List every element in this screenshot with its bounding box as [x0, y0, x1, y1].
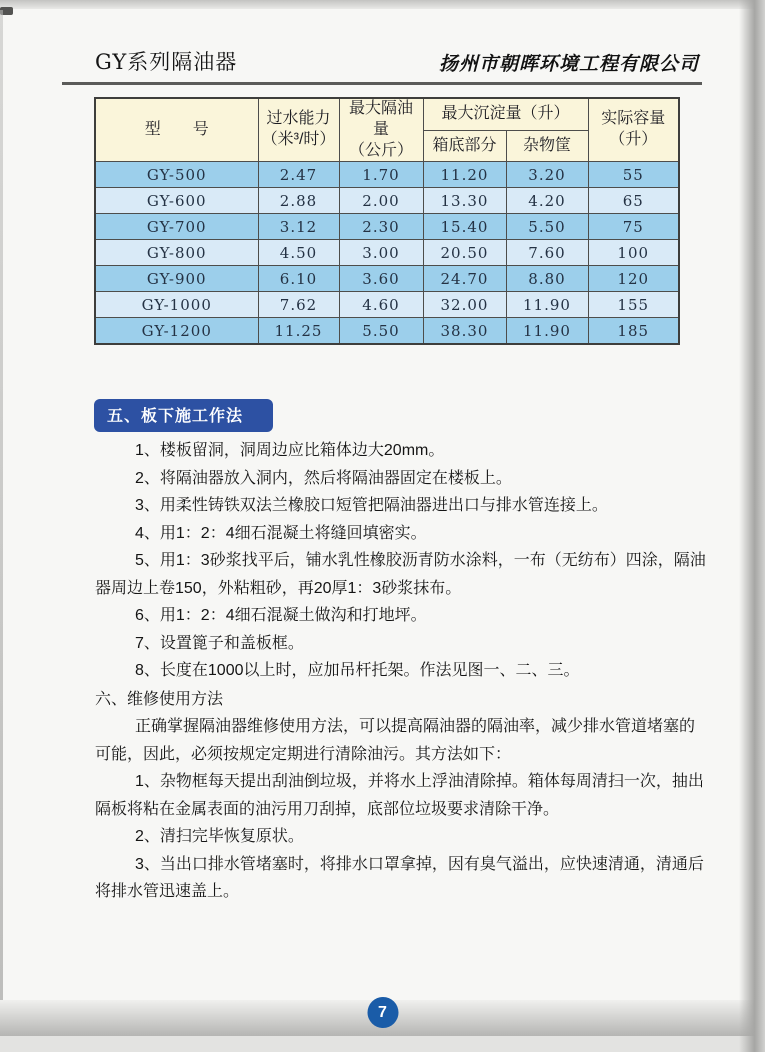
maintenance-step: 1、杂物框每天提出刮油倒垃圾，并将水上浮油清除掉。箱体每周清扫一次，抽出隔板将粘在金属表面的油污用刀刮掉，底部位垃圾要求清除干净。 — [95, 773, 704, 818]
box-cell: 20.50 — [423, 240, 506, 266]
install-step: 6、用1：2：4细石混凝土做沟和打地坪。 — [135, 607, 427, 625]
flow-cell: 11.25 — [258, 318, 339, 345]
maintenance-step: 3、当出口排水管堵塞时，将排水口罩拿掉，因有臭气溢出，应快速清通，清通后将排水管迅速盖上。 — [95, 855, 704, 901]
basket-cell: 5.50 — [506, 214, 588, 240]
flow-cell: 2.88 — [258, 188, 339, 214]
col-sediment: 最大沉淀量（升） — [423, 98, 588, 130]
box-cell: 13.30 — [423, 188, 506, 214]
col-flow-line2: （米³/时） — [261, 131, 336, 149]
table-row — [95, 188, 679, 214]
col-model: 型 号 — [95, 98, 258, 162]
doc-title: GY系列隔油器 — [95, 50, 238, 74]
maintenance-step: 2、清扫完毕恢复原状。 — [135, 828, 304, 846]
capacity-cell: 120 — [588, 266, 679, 292]
install-step: 1、楼板留洞，洞周边应比箱体边大20mm。 — [135, 442, 445, 460]
install-step: 3、用柔性铸铁双法兰橡胶口短管把隔油器进出口与排水管连接上。 — [135, 497, 608, 515]
model-cell: GY-500 — [95, 162, 258, 188]
spec-table — [94, 97, 680, 345]
table-header-row-1 — [95, 98, 679, 130]
col-capacity-line1: 实际容量 — [601, 110, 666, 128]
oil-cell: 2.00 — [339, 188, 423, 214]
model-cell: GY-600 — [95, 188, 258, 214]
capacity-cell: 185 — [588, 318, 679, 345]
install-step: 8、长度在1000以上时，应加吊杆托架。作法见图一、二、三。 — [135, 662, 580, 680]
table-row — [95, 162, 679, 188]
flow-cell: 4.50 — [258, 240, 339, 266]
table-row — [95, 214, 679, 240]
oil-cell: 3.60 — [339, 266, 423, 292]
box-cell: 24.70 — [423, 266, 506, 292]
page-number: 7 — [378, 1003, 387, 1021]
section-install — [95, 345, 707, 685]
col-capacity-line2: （升） — [609, 131, 658, 149]
header-rule — [62, 82, 702, 85]
capacity-cell: 100 — [588, 240, 679, 266]
install-step: 5、用1：3砂浆找平后，铺水乳性橡胶沥青防水涂料，一布（无纺布）四涂，隔油器周边上卷150，外粘粗砂，再20厚1：3砂浆抹布。 — [95, 552, 706, 597]
col-flow — [258, 98, 339, 162]
model-cell: GY-800 — [95, 240, 258, 266]
section-maintenance-title: 六、维修使用方法 — [95, 690, 224, 708]
capacity-cell: 75 — [588, 214, 679, 240]
basket-cell: 8.80 — [506, 266, 588, 292]
model-cell: GY-900 — [95, 266, 258, 292]
capacity-cell: 155 — [588, 292, 679, 318]
col-oil — [339, 98, 423, 162]
page-content — [0, 46, 765, 1021]
box-cell: 11.20 — [423, 162, 506, 188]
col-capacity — [588, 98, 679, 162]
maintenance-intro: 正确掌握隔油器维修使用方法，可以提高隔油器的隔油率，减少排水管道堵塞的可能，因此，必须按规定定期进行清除油污。其方法如下： — [95, 718, 696, 763]
section-install-steps — [95, 437, 707, 685]
flow-cell: 3.12 — [258, 214, 339, 240]
col-oil-line1: 最大隔油量 — [348, 100, 413, 138]
table-row — [95, 240, 679, 266]
oil-cell: 5.50 — [339, 318, 423, 345]
page-header — [95, 46, 699, 76]
section-install-title: 五、板下施工作法 — [94, 399, 273, 432]
scan-edge-top — [0, 0, 765, 9]
flow-cell: 2.47 — [258, 162, 339, 188]
basket-cell: 11.90 — [506, 318, 588, 345]
basket-cell: 11.90 — [506, 292, 588, 318]
install-step: 4、用1：2：4细石混凝土将缝回填密实。 — [135, 524, 427, 542]
basket-cell: 4.20 — [506, 188, 588, 214]
scan-edge-bottom-strip — [0, 1036, 765, 1052]
oil-cell: 1.70 — [339, 162, 423, 188]
basket-cell: 3.20 — [506, 162, 588, 188]
col-sediment-basket: 杂物筐 — [506, 130, 588, 162]
oil-cell: 2.30 — [339, 214, 423, 240]
install-step: 7、设置篦子和盖板框。 — [135, 634, 304, 652]
capacity-cell: 55 — [588, 162, 679, 188]
capacity-cell: 65 — [588, 188, 679, 214]
model-cell: GY-700 — [95, 214, 258, 240]
oil-cell: 4.60 — [339, 292, 423, 318]
model-cell: GY-1200 — [95, 318, 258, 345]
table-row — [95, 292, 679, 318]
box-cell: 38.30 — [423, 318, 506, 345]
oil-cell: 3.00 — [339, 240, 423, 266]
table-row — [95, 266, 679, 292]
flow-cell: 6.10 — [258, 266, 339, 292]
col-flow-line1: 过水能力 — [266, 110, 331, 128]
box-cell: 32.00 — [423, 292, 506, 318]
company-name: 扬州市朝晖环境工程有限公司 — [438, 53, 699, 75]
col-sediment-box: 箱底部分 — [423, 130, 506, 162]
install-step: 2、将隔油器放入洞内，然后将隔油器固定在楼板上。 — [135, 469, 512, 487]
basket-cell: 7.60 — [506, 240, 588, 266]
model-cell: GY-1000 — [95, 292, 258, 318]
table-row — [95, 318, 679, 345]
flow-cell: 7.62 — [258, 292, 339, 318]
box-cell: 15.40 — [423, 214, 506, 240]
col-oil-line2: （公斤） — [348, 141, 413, 159]
page-number-badge — [367, 997, 398, 1028]
section-maintenance — [95, 686, 707, 906]
